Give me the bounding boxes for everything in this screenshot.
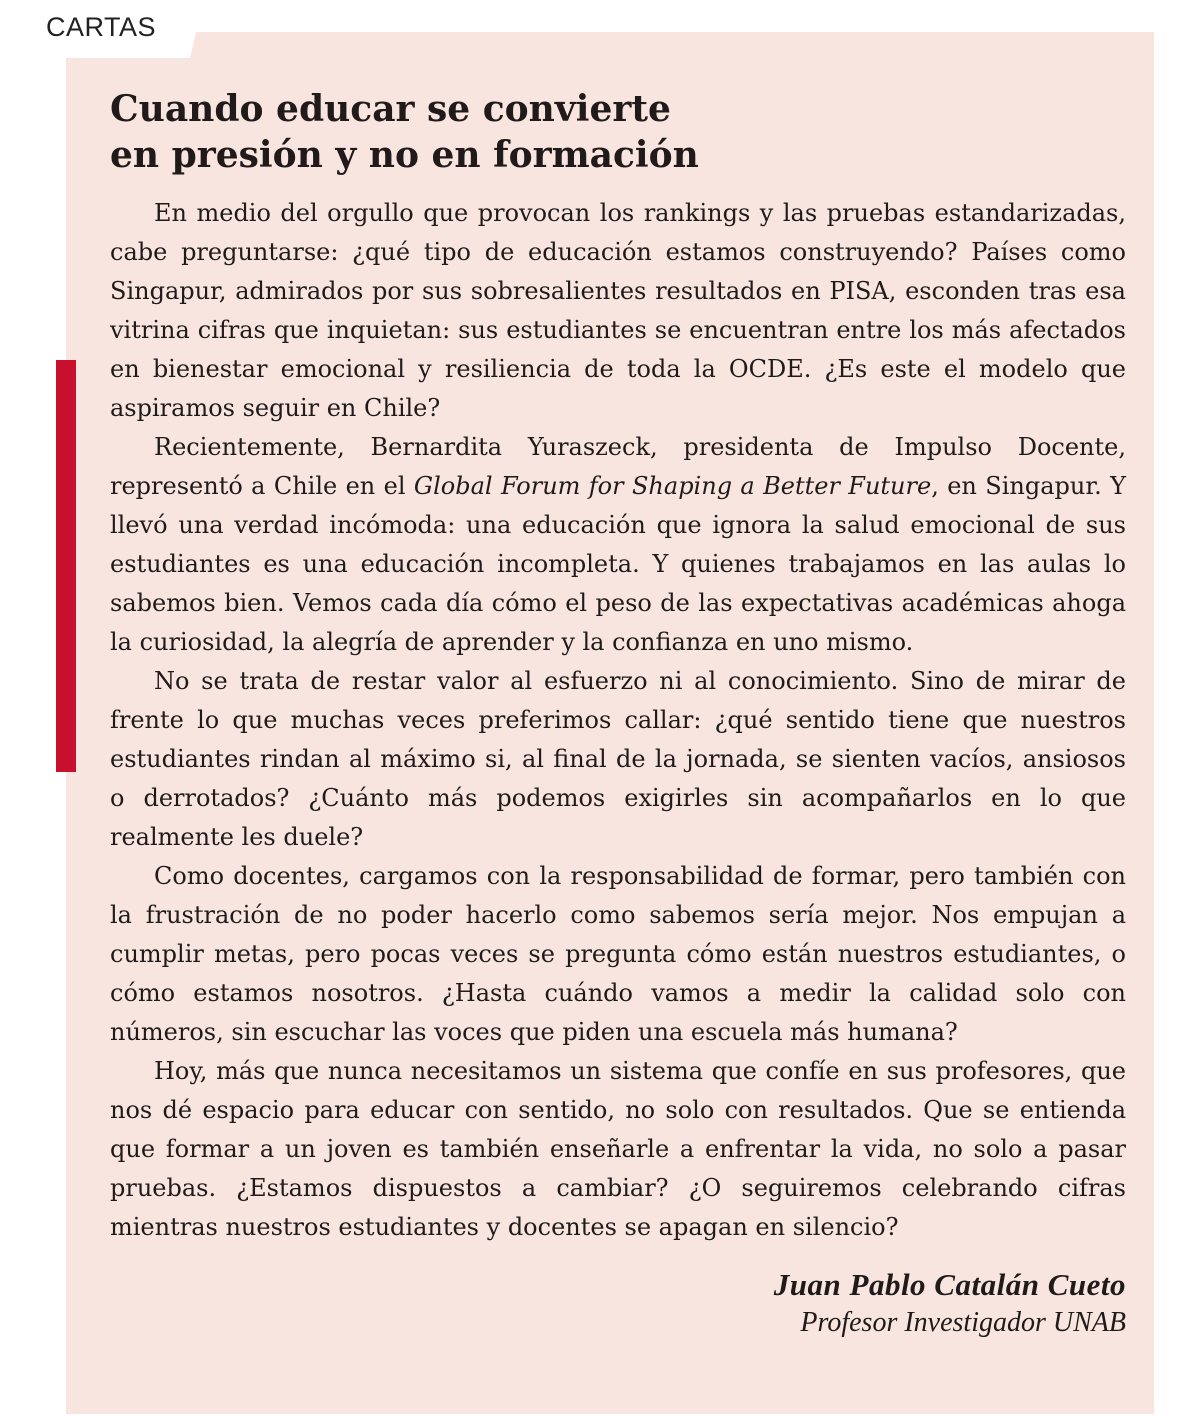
section-label: CARTAS <box>46 12 157 42</box>
signature <box>110 1265 1126 1341</box>
paragraph-3: No se trata de restar valor al esfuerzo ni al conocimiento. Sino de mirar de frente lo que muchas veces preferimos callar: ¿qué sentido tiene que nuestros estudiantes rindan al máximo si, al final de la jornada, se sienten vacíos, ansiosos o derrotados? ¿Cuánto más podemos exigirles sin acompañarlos en lo que realmente les duele? <box>110 667 1126 851</box>
paragraph-2 <box>110 428 1126 662</box>
accent-bar <box>56 360 76 772</box>
paragraph-2-end: , en Singapur. Y llevó una verdad incómoda: una educación que ignora la salud emocional de sus estudiantes es una educación incompleta. Y quienes trabajamos en las aulas lo sabemos bien. Vemos cada día cómo el peso de las expectativas académicas ahoga la curiosidad, la alegría de aprender y la confianza en uno mismo. <box>110 472 1127 656</box>
author-affiliation: Profesor Investigador UNAB <box>800 1307 1126 1338</box>
event-name: Global Forum for Shaping a Better Future <box>413 472 932 500</box>
paragraph-2-start: Recientemente, Bernardita Yuraszeck, presidenta de Impulso Docente, representó a Chile en el <box>110 433 1126 500</box>
paragraph-5: Hoy, más que nunca necesitamos un sistema que confíe en sus profesores, que nos dé espacio para educar con sentido, no solo con resultados. Que se entienda que formar a un joven es también enseñarle a enfrentar la vida, no solo a pasar pruebas. ¿Estamos dispuestos a cambiar? ¿O seguiremos celebrando cifras mientras nuestros estudiantes y docentes se apagan en silencio? <box>110 1057 1126 1241</box>
letter-title: Cuando educar se convierte en presión y no en formación <box>110 88 699 176</box>
letter-content <box>110 86 1126 1341</box>
author-name: Juan Pablo Catalán Cueto <box>773 1267 1126 1302</box>
paragraph-1: En medio del orgullo que provocan los rankings y las pruebas estandarizadas, cabe preguntarse: ¿qué tipo de educación estamos construyendo? Países como Singapur, admirados por sus sobresalientes resultados en PISA, esconden tras esa vitrina cifras que inquietan: sus estudiantes se encuentran entre los más afectados en bienestar emocional y resiliencia de toda la OCDE. ¿Es este el modelo que aspiramos seguir en Chile? <box>110 199 1126 422</box>
paragraph-4: Como docentes, cargamos con la responsabilidad de formar, pero también con la frustración de no poder hacerlo como sabemos sería mejor. Nos empujan a cumplir metas, pero pocas veces se pregunta cómo están nuestros estudiantes, o cómo estamos nosotros. ¿Hasta cuándo vamos a medir la calidad solo con números, sin escuchar las voces que piden una escuela más humana? <box>110 862 1126 1046</box>
letter-body <box>110 194 1126 1247</box>
